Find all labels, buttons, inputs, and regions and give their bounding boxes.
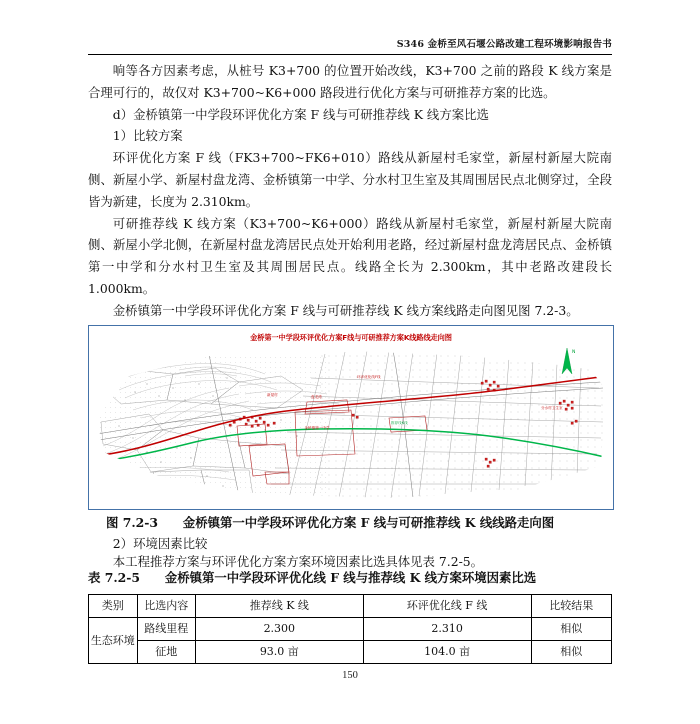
th-route-k: 推荐线 K 线 (195, 595, 363, 618)
map-label-fenshui-clinic: 分水村卫生室 (541, 406, 563, 410)
map-label-route-f: 环评优化线F线 (357, 375, 381, 379)
cell-item-landacq: 征地 (137, 641, 195, 664)
paragraph-5-route-k: 可研推荐线 K 线方案（K3+700~K6+000）路线从新屋村毛家堂，新屋村新屋大院南侧、新屋小学北侧，在新屋村盘龙湾居民点处开始利用老路，经过新屋村盘龙湾居民点、金桥镇第一中学和分水村卫生室及其周围居民点。线路全长为 2.300km，其中老路改建段长 1.000km。 (88, 215, 612, 296)
paragraph-3-heading-1: 1）比较方案 (112, 128, 183, 144)
paragraph-1: 响等各方因素考虑，从桩号 K3+700 的位置开始改线，K3+700 之前的路段 K 线方案是合理可行的，故仅对 K3+700~K6+000 路段进行优化方案与可研推荐方案的比选。 (88, 63, 612, 100)
cell-k-landacq: 93.0 亩 (195, 641, 363, 664)
paragraph-4-route-f: 环评优化方案 F 线（FK3+700~FK6+010）路线从新屋村毛家堂，新屋村新屋大院南侧、新屋小学、新屋村盘龙湾、金桥镇第一中学、分水村卫生室及其周围居民点北侧穿过，全段皆为新建，长度为 2.310km。 (88, 150, 612, 209)
body-text-block (88, 60, 612, 322)
map-title: 金桥第一中学段环评优化方案F线与可研推荐方案K线路线走向图 (250, 333, 452, 342)
running-header: S346 金桥至风石堰公路改建工程环境影响报告书 (396, 39, 612, 50)
section-2-subheading: 2）环境因素比较 (112, 536, 208, 551)
map-label-jinqiao-middle-school: 金桥镇第一中学 (304, 426, 330, 430)
table-row (89, 641, 612, 664)
cell-category-ecology: 生态环境 (89, 618, 138, 664)
paragraph-2-heading-d: d）金桥镇第一中学段环评优化方案 F 线与可研推荐线 K 线方案比选 (112, 106, 489, 122)
map-label-route-k: 推荐线K线 (391, 421, 408, 425)
paragraph-6-figure-ref: 金桥镇第一中学段环评优化方案 F 线与可研推荐线 K 线方案线路走向图见图 7.2-3。 (112, 302, 579, 318)
th-route-f: 环评优化线 F 线 (363, 595, 531, 618)
cell-result-mileage: 相似 (531, 618, 611, 641)
map-base-layer (89, 326, 613, 509)
cell-k-mileage: 2.300 (195, 618, 363, 641)
th-category: 类别 (89, 595, 138, 618)
route-alignment-map-figure (88, 325, 614, 510)
table-header-row (89, 595, 612, 618)
th-result: 比较结果 (531, 595, 611, 618)
figure-caption: 图 7.2-3 金桥镇第一中学段环评优化方案 F 线与可研推荐线 K 线线路走向图 (106, 515, 555, 530)
environmental-comparison-table (88, 594, 612, 664)
cell-f-landacq: 104.0 亩 (363, 641, 531, 664)
map-label-xinwu-village: 新屋村 (267, 393, 278, 397)
header-rule (88, 54, 612, 55)
svg-text:N: N (572, 350, 576, 355)
section-2-paragraph: 本工程推荐方案与环评优化方案方案环境因素比选具体见表 7.2-5。 (112, 554, 484, 569)
cell-f-mileage: 2.310 (363, 618, 531, 641)
cell-item-mileage: 路线里程 (137, 618, 195, 641)
table-caption: 表 7.2-5 金桥镇第一中学段环评优化线 F 线与推荐线 K 线方案环境因素比选 (88, 570, 537, 585)
map-graphic (89, 326, 613, 509)
th-comparison-item: 比选内容 (137, 595, 195, 618)
map-label-panlongwan: 盘龙湾 (311, 395, 322, 399)
page-number: 150 (342, 670, 358, 681)
table-row (89, 618, 612, 641)
cell-result-landacq: 相似 (531, 641, 611, 664)
